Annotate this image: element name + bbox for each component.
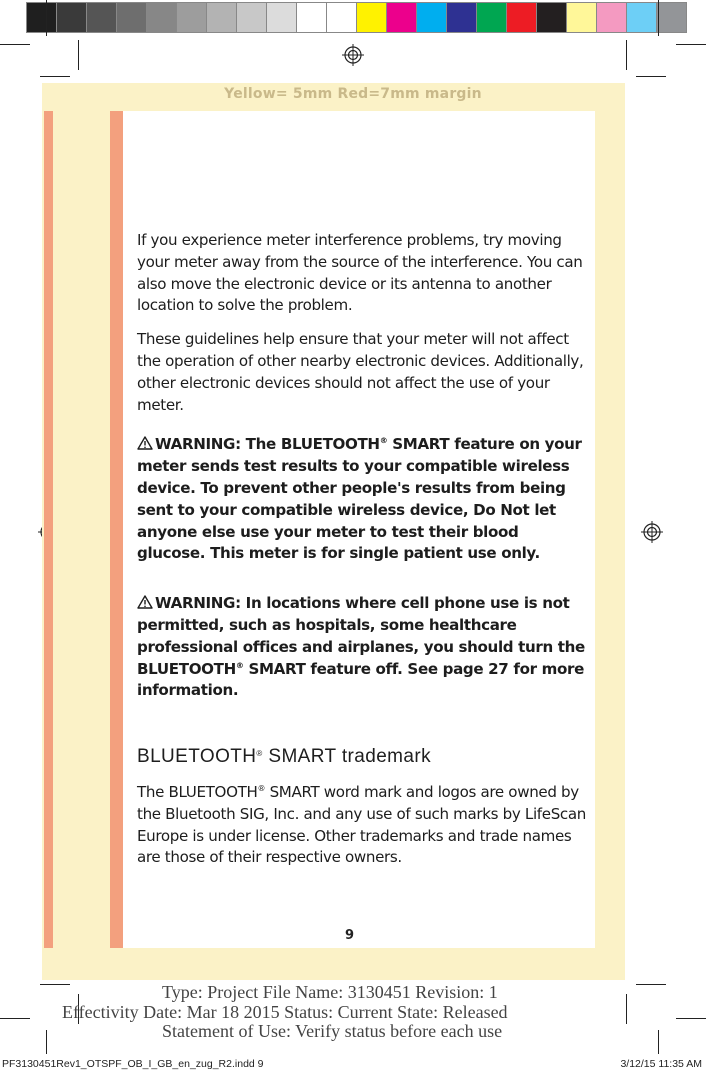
section-heading xyxy=(137,746,589,768)
warning-emphasis: Do Not xyxy=(473,500,530,519)
registered-mark: ® xyxy=(235,660,244,670)
crop-mark xyxy=(658,0,659,36)
warning-text: let anyone else use your meter to test their blood glucose. This meter is for single patient use only. xyxy=(137,500,556,563)
color-swatch xyxy=(626,2,657,33)
color-swatch xyxy=(656,2,687,33)
document-status-stamp xyxy=(40,983,660,1042)
color-swatch xyxy=(296,2,327,33)
color-swatch xyxy=(566,2,597,33)
red-margin-strip xyxy=(44,111,53,948)
color-swatch xyxy=(56,2,87,33)
color-calibration-strip xyxy=(26,2,686,33)
color-swatch xyxy=(326,2,357,33)
warning-text: SMART feature on your meter sends test results to your compatible wireless device. To prevent other people's results from being sent to your compatible wireless device, xyxy=(137,435,582,519)
trademark-text: The BLUETOOTH xyxy=(137,782,258,801)
heading-text: SMART trademark xyxy=(262,746,431,768)
color-swatch xyxy=(266,2,297,33)
heading-text: BLUETOOTH xyxy=(137,746,257,768)
status-line: Statement of Use: Verify status before each use xyxy=(162,1021,503,1041)
color-swatch xyxy=(86,2,117,33)
paragraph: If you experience meter interference problems, try moving your meter away from the source of the interference. You can also move the electronic device or its antenna to another location to solve the problem. xyxy=(137,231,583,315)
color-swatch xyxy=(356,2,387,33)
color-swatch xyxy=(536,2,567,33)
color-swatch xyxy=(26,2,57,33)
registration-target-icon xyxy=(342,44,364,66)
margin-note: Yellow= 5mm Red=7mm margin xyxy=(224,86,482,102)
status-line: Type: Project File Name: 3130451 Revision: 1 xyxy=(162,982,498,1002)
paragraph: These guidelines help ensure that your meter will not affect the operation of other nearby electronic devices. Additionally, other electronic devices should not affect the use of your meter. xyxy=(137,330,584,414)
registration-target-icon xyxy=(641,521,663,543)
color-swatch xyxy=(146,2,177,33)
warning-block xyxy=(137,434,589,565)
crop-mark xyxy=(46,0,47,36)
color-swatch xyxy=(116,2,147,33)
warning-icon xyxy=(137,436,153,450)
red-margin-strip xyxy=(110,111,123,948)
warning-text: WARNING: In locations where cell phone use is not permitted, such as hospitals, some healthcare professional offices and airplanes, you should turn the BLUETOOTH xyxy=(137,594,585,678)
crop-mark xyxy=(676,1018,706,1019)
page-number: 9 xyxy=(345,928,355,943)
crop-mark xyxy=(0,1018,30,1019)
warning-text: SMART feature off. See page 27 for more information. xyxy=(137,659,584,700)
warning-text: WARNING: The BLUETOOTH xyxy=(155,435,380,454)
registered-mark: ® xyxy=(256,749,263,759)
paragraph xyxy=(137,782,589,869)
status-line: Effectivity Date: Mar 18 2015 Status: Current State: Released xyxy=(62,1001,508,1022)
file-name: PF3130451Rev1_OTSPF_OB_I_GB_en_zug_R2.indd 9 xyxy=(2,1058,264,1070)
color-swatch xyxy=(596,2,627,33)
crop-mark xyxy=(78,40,79,70)
crop-mark xyxy=(0,44,30,45)
registered-mark: ® xyxy=(257,783,266,793)
color-swatch xyxy=(176,2,207,33)
crop-mark xyxy=(636,76,666,77)
file-timestamp: 3/12/15 11:35 AM xyxy=(620,1058,702,1070)
crop-mark xyxy=(676,44,706,45)
trademark-text: SMART word mark and logos are owned by the Bluetooth SIG, Inc. and any use of such marks by LifeScan Europe is under license. Other trademarks and trade names are those of their respective owners. xyxy=(137,782,586,867)
page-content xyxy=(137,230,589,881)
file-footer xyxy=(2,1058,702,1070)
color-swatch xyxy=(236,2,267,33)
color-swatch xyxy=(206,2,237,33)
crop-mark xyxy=(40,76,70,77)
color-swatch xyxy=(506,2,537,33)
color-swatch xyxy=(386,2,417,33)
color-swatch xyxy=(476,2,507,33)
crop-mark xyxy=(626,40,627,70)
warning-block xyxy=(137,593,589,702)
color-swatch xyxy=(446,2,477,33)
color-swatch xyxy=(416,2,447,33)
registered-mark: ® xyxy=(379,436,388,446)
warning-icon xyxy=(137,595,153,609)
